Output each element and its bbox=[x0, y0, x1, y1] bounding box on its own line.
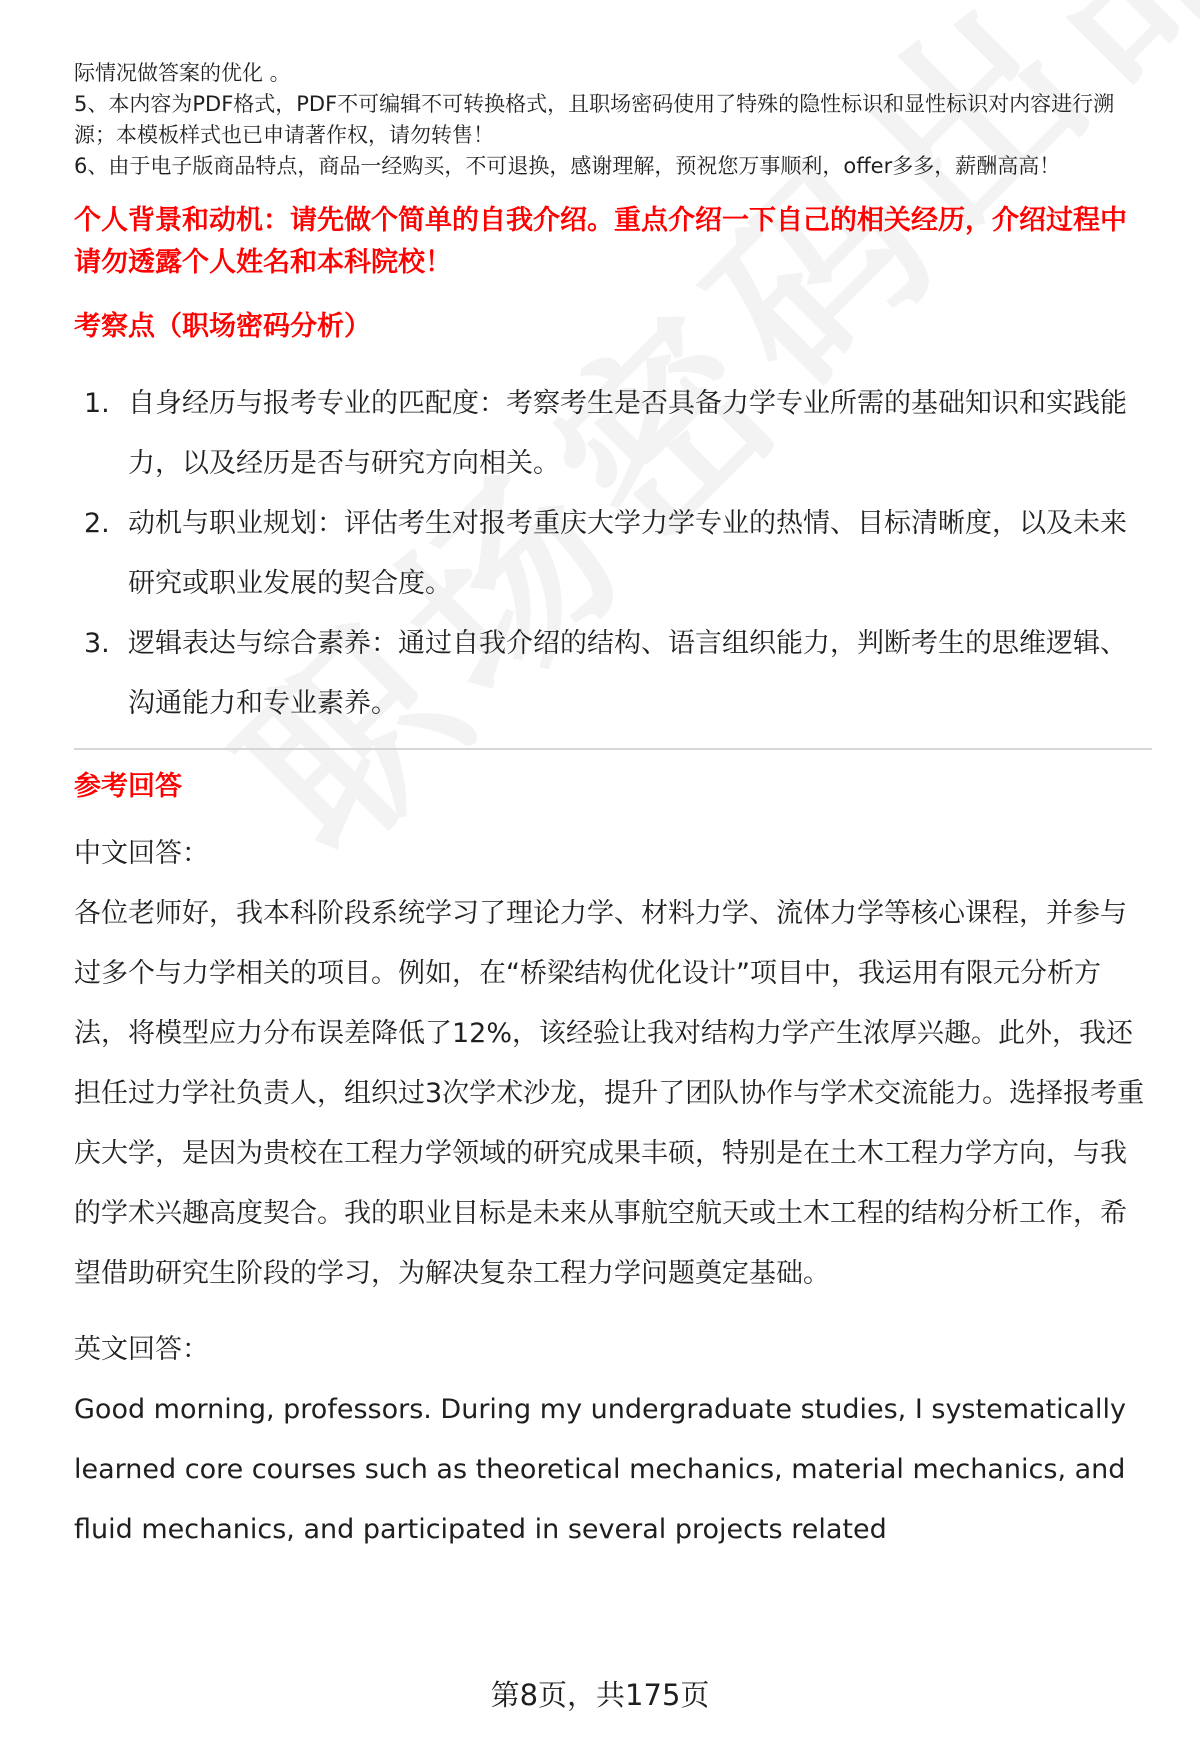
english-answer-label: 英文回答： bbox=[74, 1334, 209, 1365]
note-line: 6、由于电子版商品特点，商品一经购买，不可退换，感谢理解，预祝您万事顺利，offer多多，薪酬高高！ bbox=[74, 154, 1061, 178]
reference-heading: 参考回答 bbox=[74, 771, 182, 802]
list-number: 3. bbox=[84, 628, 110, 659]
english-answer-text: Good morning, professors. During my undergraduate studies, I systematically learned core courses such as theoretical mechanics, material mechanics, and fluid mechanics, and participated in several projects related bbox=[74, 1394, 1126, 1545]
chinese-answer-text: 各位老师好，我本科阶段系统学习了理论力学、材料力学、流体力学等核心课程，并参与过多个与力学相关的项目。例如，在“桥梁结构优化设计”项目中，我运用有限元分析方法，将模型应力分布误差降低了12%，该经验让我对结构力学产生浓厚兴趣。此外，我还担任过力学社负责人，组织过3次学术沙龙，提升了团队协作与学术交流能力。选择报考重庆大学，是因为贵校在工程力学领域的研究成果丰硕，特别是在土木工程力学方向，与我的学术兴趣高度契合。我的职业目标是未来从事航空航天或土木工程的结构分析工作，希望借助研究生阶段的学习，为解决复杂工程力学问题奠定基础。 bbox=[74, 898, 1145, 1289]
page-number-footer: 第8页，共175页 bbox=[490, 1678, 710, 1712]
chinese-answer-label: 中文回答： bbox=[74, 838, 209, 869]
exam-points-list bbox=[74, 374, 1152, 734]
list-item bbox=[74, 614, 1152, 734]
notes-section bbox=[74, 58, 1152, 182]
list-item-text: 自身经历与报考专业的匹配度：考察考生是否具备力学专业所需的基础知识和实践能力，以及经历是否与研究方向相关。 bbox=[128, 388, 1127, 479]
note-line: 际情况做答案的优化 。 bbox=[74, 61, 291, 85]
note-line: 5、本内容为PDF格式，PDF不可编辑不可转换格式，且职场密码使用了特殊的隐性标识和显性标识对内容进行溯源；本模板样式也已申请著作权，请勿转售！ bbox=[74, 92, 1115, 147]
list-item bbox=[74, 494, 1152, 614]
list-number: 1. bbox=[84, 388, 110, 419]
list-number: 2. bbox=[84, 508, 110, 539]
list-item bbox=[74, 374, 1152, 494]
page-content bbox=[74, 58, 1152, 1560]
list-item-text: 动机与职业规划：评估考生对报考重庆大学力学专业的热情、目标清晰度，以及未来研究或职业发展的契合度。 bbox=[128, 508, 1127, 599]
list-item-text: 逻辑表达与综合素养：通过自我介绍的结构、语言组织能力，判断考生的思维逻辑、沟通能力和专业素养。 bbox=[128, 628, 1127, 719]
exam-points-heading: 考察点（职场密码分析） bbox=[74, 311, 371, 342]
question-heading: 个人背景和动机：请先做个简单的自我介绍。重点介绍一下自己的相关经历，介绍过程中请勿透露个人姓名和本科院校！ bbox=[74, 205, 1127, 278]
section-divider bbox=[74, 748, 1152, 750]
